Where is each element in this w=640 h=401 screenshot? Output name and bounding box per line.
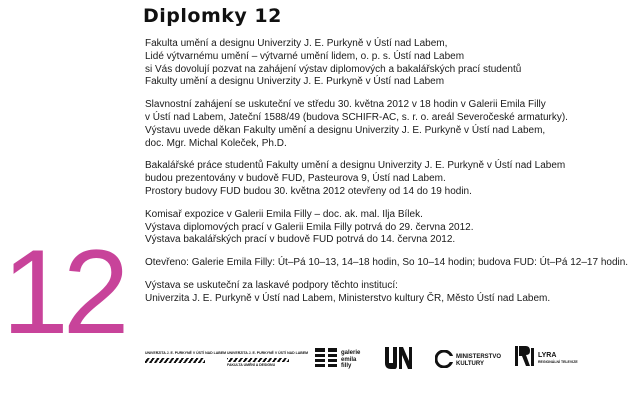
text-line: v Ústí nad Labem, Jateční 1588/49 (budova SCHIFR-AC, s. r. o. areál Severočeské armaturky). [145, 111, 568, 123]
paragraph-bachelor [145, 160, 635, 198]
paragraph-opening-hours [145, 257, 635, 270]
logo-text: UNIVERZITA J. E. PURKYNĚ V ÚSTÍ NAD LABEM [227, 351, 309, 355]
text-line: Lidé výtvarnému umění – výtvarné umění lidem, o. p. s. Ústí nad Labem [145, 50, 465, 62]
lyra-tv-logo [514, 344, 594, 374]
page-title: Diplomky 12 [143, 5, 282, 27]
sponsor-logos [143, 342, 633, 376]
text-line: Otevřeno: Galerie Emila Filly: Út–Pá 10–13, 14–18 hodin, So 10–14 hodin; budova FUD: Út–Pá 12–17 hodin. [145, 257, 629, 269]
ujep-logo [145, 351, 227, 363]
invitation-text [145, 38, 635, 316]
text-line: Komisař expozice v Galerii Emila Filly – doc. ak. mal. Ilja Bílek. [145, 208, 423, 220]
ministry-mark-icon [435, 350, 453, 368]
text-line: Slavnostní zahájení se uskuteční ve středu 30. května 2012 v 18 hodin v Galerii Emila Filly [145, 99, 546, 111]
paragraph-curator [145, 209, 635, 247]
city-logo [383, 345, 413, 373]
text-line: Výstavu uvede děkan Fakulty umění a designu Univerzity J. E. Purkyně v Ústí nad Labem, [145, 124, 546, 136]
text-line: Univerzita J. E. Purkyně v Ústí nad Labem, Ministerstvo kultury ČR, Město Ústí nad Labem. [145, 292, 551, 304]
ministry-logo [435, 348, 505, 372]
paragraph-organizers [145, 38, 635, 89]
text-line: Prostory budovy FUD budou 30. května 2012 otevřeny od 14 do 19 hodin. [145, 185, 472, 197]
paragraph-opening [145, 99, 635, 150]
city-mark-icon [383, 345, 413, 371]
text-line: Výstava diplomových prací v Galerii Emila Filly potrvá do 29. června 2012. [145, 221, 474, 233]
logo-text: LYRA [538, 352, 557, 359]
big-year-number: 12 [2, 225, 124, 359]
logo-text: REGIONÁLNÍ TELEVIZE [538, 359, 578, 364]
gallery-logo [315, 348, 367, 372]
logo-text: UNIVERZITA J. E. PURKYNĚ V ÚSTÍ NAD LABEM [145, 351, 227, 355]
logo-text: galerie [341, 350, 361, 356]
text-line: Výstava se uskuteční za laskavé podpory těchto institucí: [145, 279, 398, 291]
gallery-mark-icon [315, 348, 337, 370]
logo-text: FAKULTA UMĚNÍ A DESIGNU [227, 363, 276, 367]
logo-text: KULTURY [456, 360, 484, 367]
text-line: budou prezentovány v budově FUD, Pasteurova 9, Ústí nad Labem. [145, 173, 446, 185]
text-line: si Vás dovolují pozvat na zahájení výstav diplomových a bakalářských prací studentů [145, 63, 522, 75]
logo-text: MINISTERSTVO [456, 354, 502, 360]
logo-text: emila [341, 356, 357, 363]
text-line: Bakalářské práce studentů Fakulty umění a designu Univerzity J. E. Purkyně v Ústí nad Labem [145, 160, 566, 172]
stripes-graphic [145, 358, 205, 363]
lyra-mark-icon [514, 344, 536, 368]
text-line: Výstava bakalářských prací v budově FUD potrvá do 14. června 2012. [145, 234, 456, 246]
text-line: Fakulty umění a designu Univerzity J. E. Purkyně v Ústí nad Labem [145, 76, 445, 88]
fud-logo [227, 351, 309, 367]
text-line: Fakulta umění a designu Univerzity J. E. Purkyně v Ústí nad Labem, [145, 38, 448, 49]
logo-text: filly [341, 363, 352, 369]
text-line: doc. Mgr. Michal Koleček, Ph.D. [145, 137, 287, 149]
stripes-graphic [227, 358, 289, 362]
paragraph-support [145, 280, 635, 306]
